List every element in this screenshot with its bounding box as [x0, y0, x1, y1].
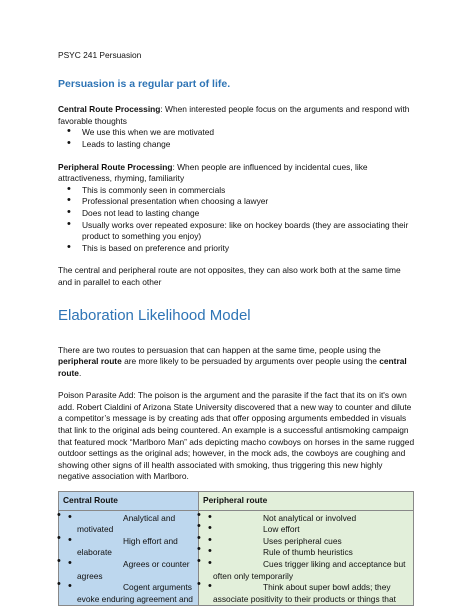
list-item: • Professional presentation when choosing a lawyer — [58, 196, 416, 208]
central-route-paragraph — [58, 104, 416, 127]
bullet-icon: • • — [57, 555, 61, 567]
section-heading-persuasion: Persuasion is a regular part of life. — [58, 77, 231, 90]
route-comparison-table — [58, 491, 414, 606]
central-route-label: Central Route Processing — [58, 104, 161, 115]
bullet-icon: • • — [197, 531, 201, 544]
table-header-peripheral: Peripheral route — [199, 492, 414, 511]
bullet-icon: • • — [197, 520, 201, 533]
list-item: • • Low effort — [199, 524, 413, 536]
list-item: • We use this when we are motivated — [58, 127, 416, 139]
central-route-text: : When interested people focus on the arguments and respond with favorable thoughts — [58, 104, 410, 126]
list-item: • • Cues trigger liking and acceptance but often only temporarily — [199, 559, 413, 582]
list-item: • • Agrees or counter agrees — [59, 559, 198, 582]
peripheral-route-list — [58, 185, 416, 255]
bullet-icon: • • — [57, 531, 61, 544]
central-route-cell — [59, 510, 199, 606]
bullet-icon: • • — [57, 508, 61, 521]
list-item: • This is commonly seen in commercials — [58, 185, 416, 197]
list-item: • • Rule of thumb heuristics — [199, 547, 413, 559]
peripheral-route-cell — [199, 510, 414, 606]
bullet-icon: • • — [197, 508, 201, 521]
peripheral-route-text: : When people are influenced by incidental cues, like attractiveness, rhyming, familiarity — [58, 161, 368, 184]
elm-paragraph — [58, 345, 416, 380]
list-item: • • Think about super bowl adds; they associate positivity to their products or things that — [199, 582, 413, 605]
course-title: PSYC 241 Persuasion — [58, 50, 142, 60]
bullet-icon: • • — [57, 578, 61, 591]
peripheral-route-paragraph — [58, 162, 416, 185]
section-heading-elm: Elaboration Likelihood Model — [58, 306, 251, 324]
bullet-icon: • • — [197, 555, 201, 567]
list-item: • Leads to lasting change — [58, 139, 416, 151]
summary-paragraph: The central and peripheral route are not opposites, they can also work both at the same time and in parallel to each other — [58, 265, 401, 287]
bullet-icon: • • — [197, 543, 201, 556]
poison-parasite-paragraph: Poison Parasite Add: The poison is the argument and the parasite if the fact that its on it's own add. Robert Cialdini of Arizona State University discovered that a new way to counter and dilute a competitor’s message is by creating ads that offer opposing arguments embedded in visuals that link to the original ads being countered. An example is a successful antismoking campaign that featured mock “Marlboro Man” ads depicting macho cowboys on horses in the same rugged outdoor settings as the original ads; however, in the mock ads, the cowboys are coughing and showing other signs of ill health associated with smoking, thus triggering this new highly negative association with Marlboro. — [58, 390, 415, 482]
peripheral-route-cell-list — [197, 508, 413, 606]
elm-bold-central: central route — [58, 356, 407, 378]
elm-text-2: are more likely to be persuaded by arguments over people using the — [121, 356, 380, 367]
list-item: • This is based on preference and priority — [58, 243, 416, 255]
central-route-list — [58, 127, 416, 150]
list-item: • • Analytical and motivated — [59, 513, 198, 536]
elm-text-3: . — [78, 367, 82, 378]
table-header-central: Central Route — [59, 492, 199, 511]
list-item: • • Cogent arguments evoke enduring agreement and — [59, 582, 198, 605]
list-item: • • High effort and elaborate — [59, 536, 198, 559]
elm-bold-peripheral: peripheral route — [58, 356, 122, 367]
list-item: • Usually works over repeated exposure: like on hockey boards (they are associating their product to something you enjoy) — [58, 220, 416, 243]
bullet-icon: • • — [197, 578, 201, 591]
elm-text-1: There are two routes to persuasion that can happen at the same time, people using the — [58, 344, 381, 355]
list-item: • • Not analytical or involved — [199, 513, 413, 525]
list-item: • • Uses peripheral cues — [199, 536, 413, 548]
central-route-cell-list — [57, 508, 198, 606]
list-item: • Does not lead to lasting change — [58, 208, 416, 220]
peripheral-route-label: Peripheral Route Processing — [58, 161, 173, 172]
